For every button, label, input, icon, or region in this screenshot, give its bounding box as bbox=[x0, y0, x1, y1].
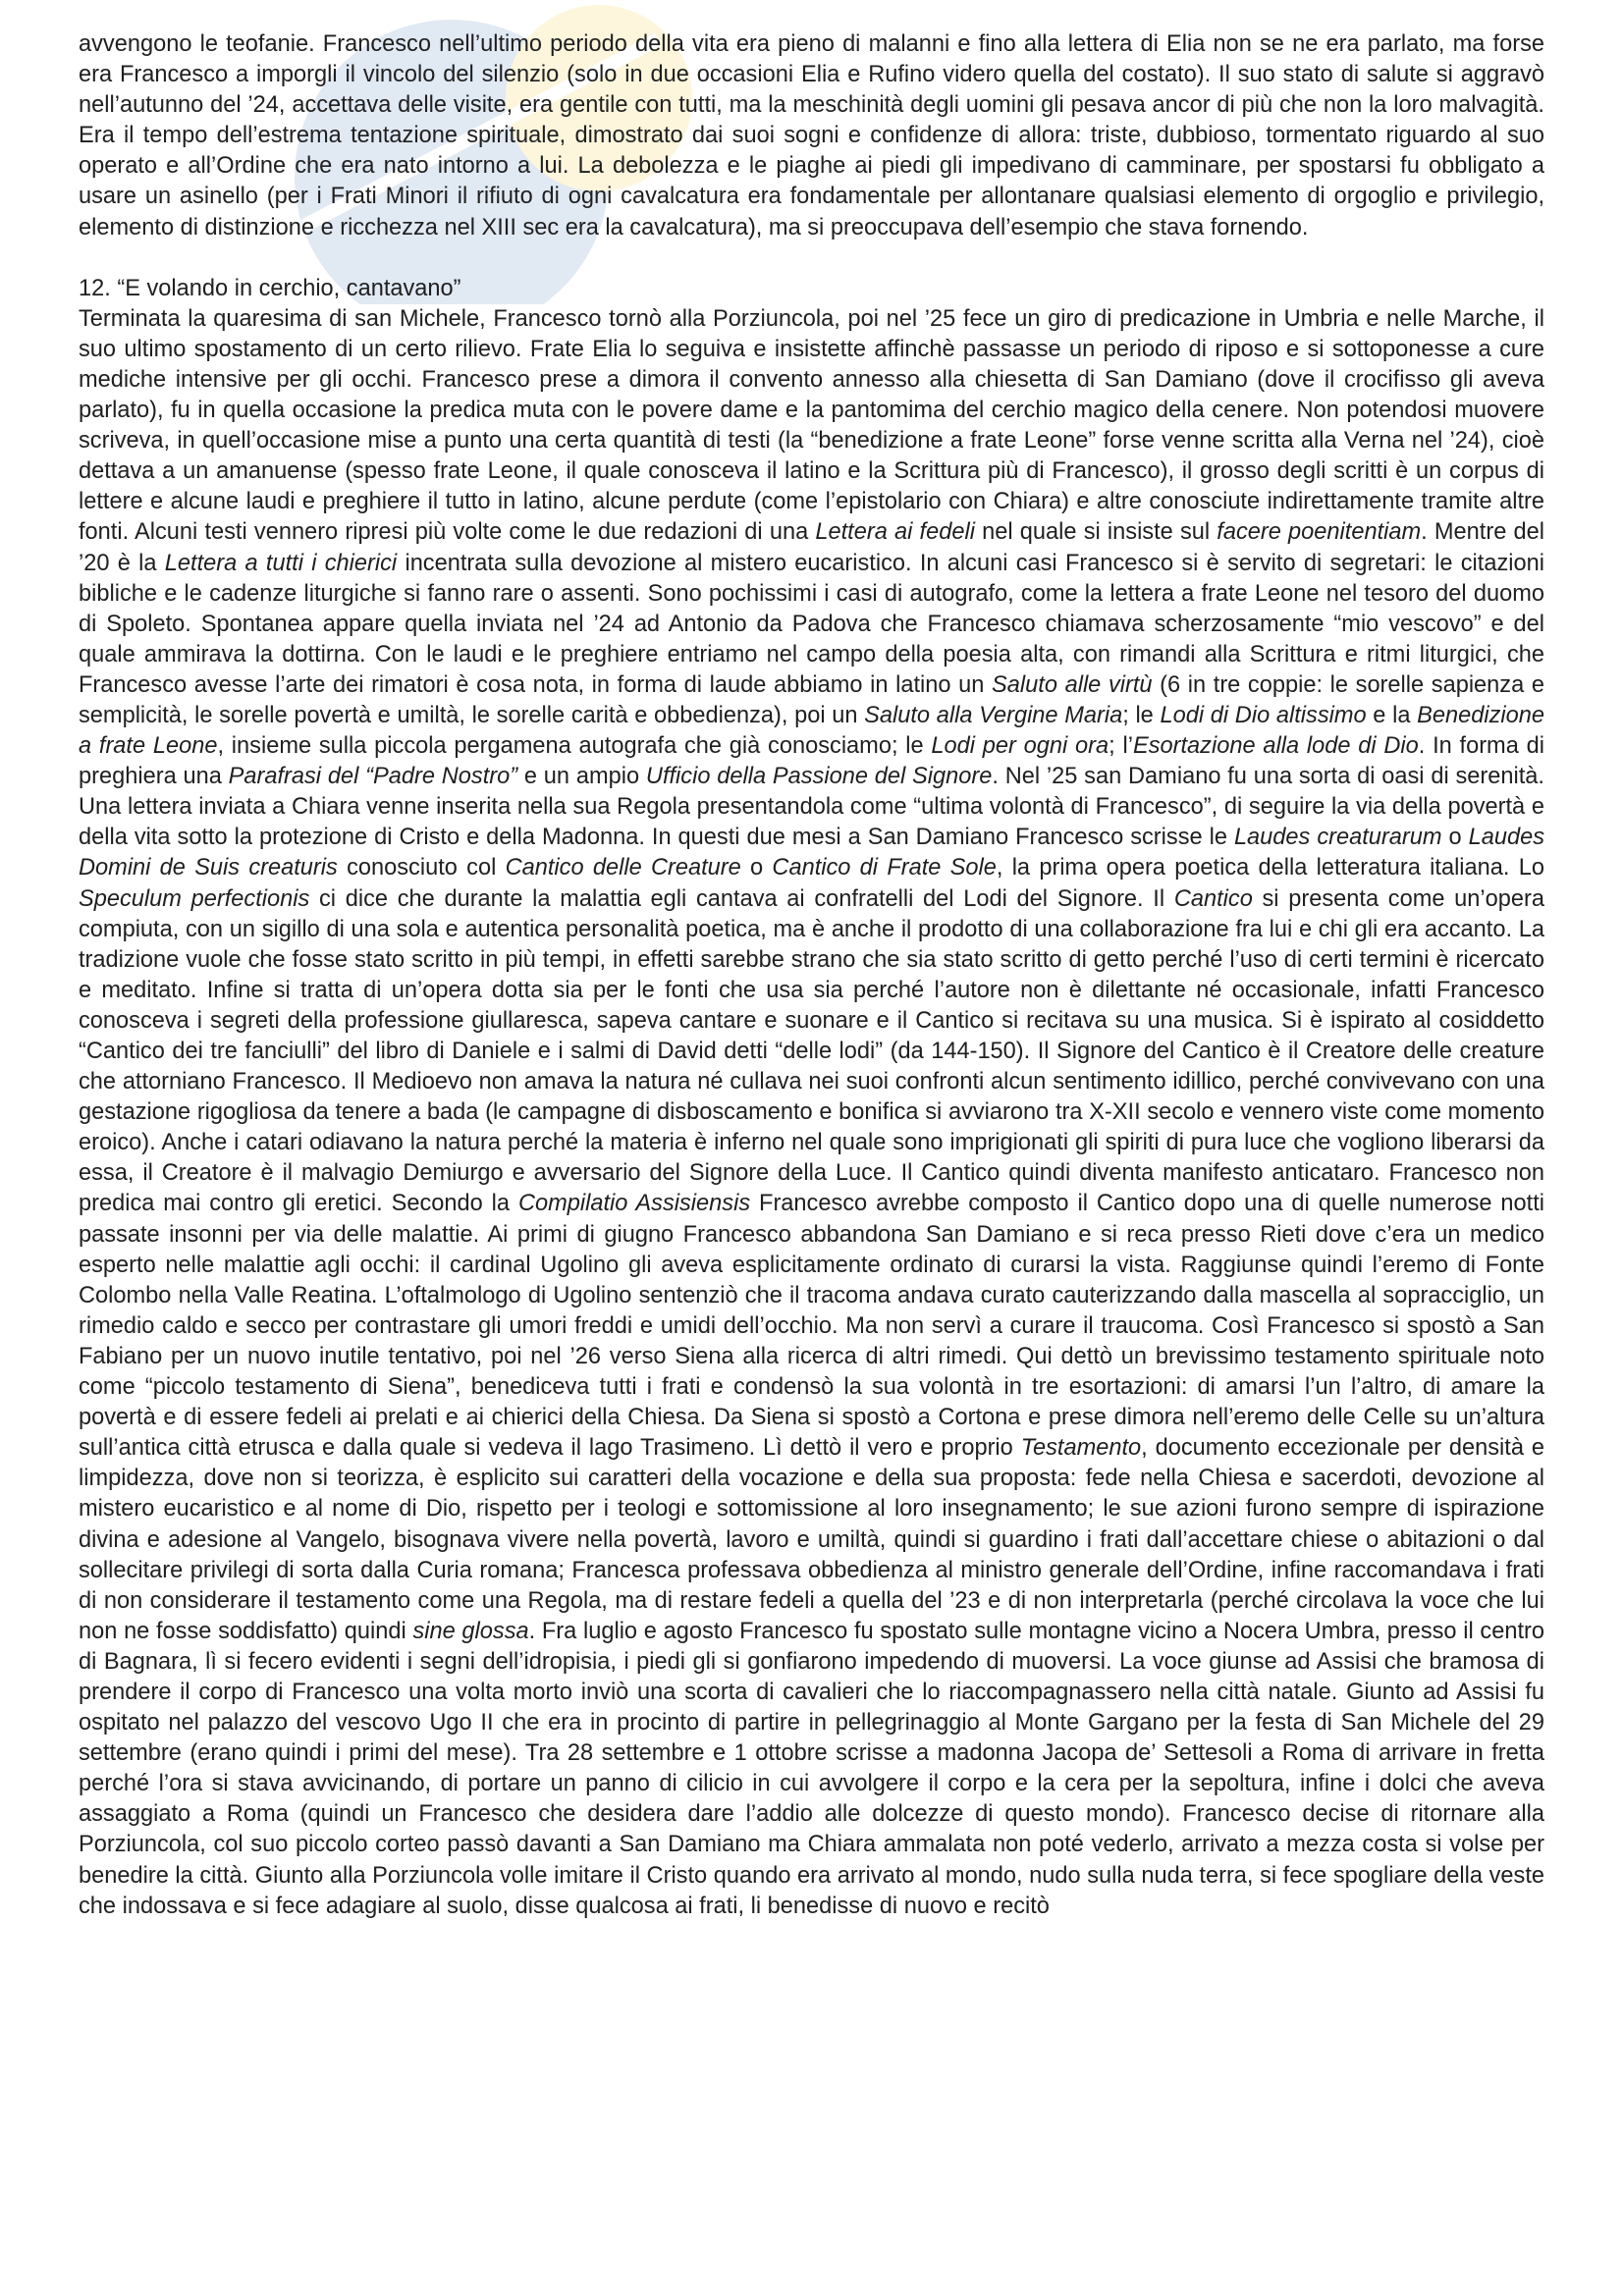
document-page bbox=[79, 29, 1544, 1922]
paragraph-intro: avvengono le teofanie. Francesco nell’ultimo periodo della vita era pieno di malanni e fino alla lettera di Elia non se ne era parlato, ma forse era Francesco a imporgli il vincolo del silenzio (solo in due occasioni Elia e Rufino videro quella del costato). Il suo stato di salute si aggravò nell’autunno del ’24, accettava delle visite, era gentile con tutti, ma la meschinità degli uomini gli pesava ancor di più che non la loro malvagità. Era il tempo dell’estrema tentazione spirituale, dimostrato dai suoi sogni e confidenze di allora: triste, dubbioso, tormentato riguardo al suo operato e all’Ordine che era nato intorno a lui. La debolezza e le piaghe ai piedi gli impedivano di camminare, per spostarsi fu obbligato a usare un asinello (per i Frati Minori il rifiuto di ogni cavalcatura era fondamentale per allontanare qualsiasi elemento di orgoglio e privilegio, elemento di distinzione e ricchezza nel XIII sec era la cavalcatura), ma si preoccupava dell’esempio che stava fornendo. bbox=[79, 31, 1544, 240]
section-heading: 12. “E volando in cerchio, cantavano” bbox=[79, 275, 461, 301]
paragraph-body: Terminata la quaresima di san Michele, Francesco tornò alla Porziuncola, poi nel ’25 fece un giro di predicazione in Umbria e nelle Marche, il suo ultimo spostamento di un certo rilievo. Frate Elia lo seguiva e insistette affinchè passasse un periodo di riposo e si sottoponesse a cure mediche intensive per gli occhi. Francesco prese a dimora il convento annesso alla chiesetta di San Damiano (dove il crocifisso gli aveva parlato), fu in quella occasione la predica muta con le povere dame e la pantomima del cerchio magico della cenere. Non potendosi muovere scriveva, in quell’occasione mise a punto una certa quantità di testi (la “benedizione a frate Leone” forse venne scritta alla Verna nel ’24), cioè dettava a un amanuense (spesso frate Leone, il quale conosceva il latino e la Scrittura più di Francesco), il grosso degli scritti è un corpus di lettere e alcune laudi e preghiere il tutto in latino, alcune perdute (come l’epistolario con Chiara) e altre conosciute indirettamente tramite altre fonti. Alcuni testi vennero ripresi più volte come le due redazioni di una Lettera ai fedeli nel quale si insiste sul facere poenitentiam. Mentre del ’20 è la Lettera a tutti i chierici incentrata sulla devozione al mistero eucaristico. In alcuni casi Francesco si è servito di segretari: le citazioni bibliche e le cadenze liturgiche si fanno rare o assenti. Sono pochissimi i casi di autografo, come la lettera a frate Leone nel tesoro del duomo di Spoleto. Spontanea appare quella inviata nel ’24 ad Antonio da Padova che Francesco chiamava scherzosamente “mio vescovo” e del quale ammirava la dottirna. Con le laudi e le preghiere entriamo nel campo della poesia alta, con rimandi alla Scrittura e ritmi liturgici, che Francesco avesse l’arte dei rimatori è cosa nota, in forma di laude abbiamo in latino un Saluto alle virtù (6 in tre coppie: le sorelle sapienza e semplicità, le sorelle povertà e umiltà, le sorelle carità e obbedienza), poi un Saluto alla Vergine Maria; le Lodi di Dio altissimo e la Benedizione a frate Leone, insieme sulla piccola pergamena autografa che già conosciamo; le Lodi per ogni ora; l’Esortazione alla lode di Dio. In forma di preghiera una Parafrasi del “Padre Nostro” e un ampio Ufficio della Passione del Signore. Nel ’25 san Damiano fu una sorta di oasi di serenità. Una lettera inviata a Chiara venne inserita nella sua Regola presentandola come “ultima volontà di Francesco”, di seguire la via della povertà e della vita sotto la protezione di Cristo e della Madonna. In questi due mesi a San Damiano Francesco scrisse le Laudes creaturarum o Laudes Domini de Suis creaturis conosciuto col Cantico delle Creature o Cantico di Frate Sole, la prima opera poetica della letteratura italiana. Lo Speculum perfectionis ci dice che durante la malattia egli cantava ai confratelli del Lodi del Signore. Il Cantico si presenta come un’opera compiuta, con un sigillo di una sola e autentica personalità poetica, ma è anche il prodotto di una collaborazione fra lui e chi gli era accanto. La tradizione vuole che fosse stato scritto in più tempi, in effetti sarebbe strano che sia stato scritto di getto perché l’uso di certi termini è ricercato e meditato. Infine si tratta di un’opera dotta sia per le fonti che usa sia perché l’autore non è dilettante né occasionale, infatti Francesco conosceva i segreti della professione giullaresca, sapeva cantare e suonare e il Cantico si recitava su una musica. Si è ispirato al cosiddetto “Cantico dei tre fanciulli” del libro di Daniele e i salmi di David detti “delle lodi” (da 144-150). Il Signore del Cantico è il Creatore delle creature che attorniano Francesco. Il Medioevo non amava la natura né cullava nei suoi confronti alcun sentimento idillico, perché convivevano con una gestazione rigogliosa da tenere a bada (le campagne di disboscamento e bonifica si avviarono tra X-XII secolo e vennero viste come momento eroico). Anche i catari odiavano la natura perché la materia è inferno nel quale sono imprigionati gli spiriti di pura luce che vogliono liberarsi da essa, il Creatore è il malvagio Demiurgo e avversario del Signore della Luce. Il Cantico quindi diventa manifesto anticataro. Francesco non predica mai contro gli eretici. Secondo la Compilatio Assisiensis Francesco avrebbe composto il Cantico dopo una di quelle numerose notti passate insonni per via delle malattie. Ai primi di giugno Francesco abbandona San Damiano e si reca presso Rieti dove c’era un medico esperto nelle malattie agli occhi: il cardinal Ugolino gli aveva esplicitamente ordinato di curarsi la vista. Raggiunse quindi l’eremo di Fonte Colombo nella Valle Reatina. L’oftalmologo di Ugolino sentenziò che il tracoma andava curato cauterizzando dalla mascella al sopracciglio, un rimedio caldo e secco per contrastare gli umori freddi e umidi dell’occhio. Ma non servì a curare il traucoma. Così Francesco si spostò a San Fabiano per un nuovo inutile tentativo, poi nel ’26 verso Siena alla ricerca di altri rimedi. Qui dettò un brevissimo testamento spirituale noto come “piccolo testamento di Siena”, benediceva tutti i frati e condensò la sua volontà in tre esortazioni: di amarsi l’un l’altro, di amare la povertà e di essere fedeli ai prelati e ai chierici della Chiesa. Da Siena si spostò a Cortona e prese dimora nell’eremo delle Celle su un’altura sull’antica città etrusca e dalla quale si vedeva il lago Trasimeno. Lì dettò il vero e proprio Testamento, documento eccezionale per densità e limpidezza, dove non si teorizza, è esplicito sui caratteri della vocazione e della sua proposta: fede nella Chiesa e sacerdoti, devozione al mistero eucaristico e al nome di Dio, rispetto per i teologi e sottomissione al loro insegnamento; le sue azioni furono sempre di ispirazione divina e adesione al Vangelo, bisognava vivere nella povertà, lavoro e umiltà, quindi si guardino i frati dall’accettare chiese o abitazioni o dal sollecitare privilegi di sorta dalla Curia romana; Francesca professava obbedienza al ministro generale dell’Ordine, infine raccomandava i frati di non considerare il testamento come una Regola, ma di restare fedeli a quella del ’23 e di non interpretarla (perché circolava la voce che lui non ne fosse soddisfatto) quindi sine glossa. Fra luglio e agosto Francesco fu spostato sulle montagne vicino a Nocera Umbra, presso il centro di Bagnara, lì si fecero evidenti i segni dell’idropisia, i piedi gli si gonfiarono impedendo di muoversi. La voce giunse ad Assisi che bramosa di prendere il corpo di Francesco una volta morto inviò una scorta di cavalieri che lo riaccompagnassero nella città natale. Giunto ad Assisi fu ospitato nel palazzo del vescovo Ugo II che era in procinto di partire in pellegrinaggio al Monte Gargano per la festa di San Michele del 29 settembre (erano quindi i primi del mese). Tra 28 settembre e 1 ottobre scrisse a madonna Jacopa de’ Settesoli a Roma di arrivare in fretta perché l’ora si stava avvicinando, di portare un panno di cilicio in cui avvolgere il corpo e la cera per la sepoltura, infine i dolci che aveva assaggiato a Roma (quindi un Francesco che desidera dare l’addio alle dolcezze di questo mondo). Francesco decise di ritornare alla Porziuncola, col suo piccolo corteo passò davanti a San Damiano ma Chiara ammalata non poté vederlo, arrivato a mezza costa si volse per benedire la città. Giunto alla Porziuncola volle imitare il Cristo quando era arrivato al mondo, nudo sulla nuda terra, si fece spogliare della veste che indossava e si fece adagiare al suolo, disse qualcosa ai frati, li benedisse di nuovo e recitò bbox=[79, 305, 1545, 1919]
